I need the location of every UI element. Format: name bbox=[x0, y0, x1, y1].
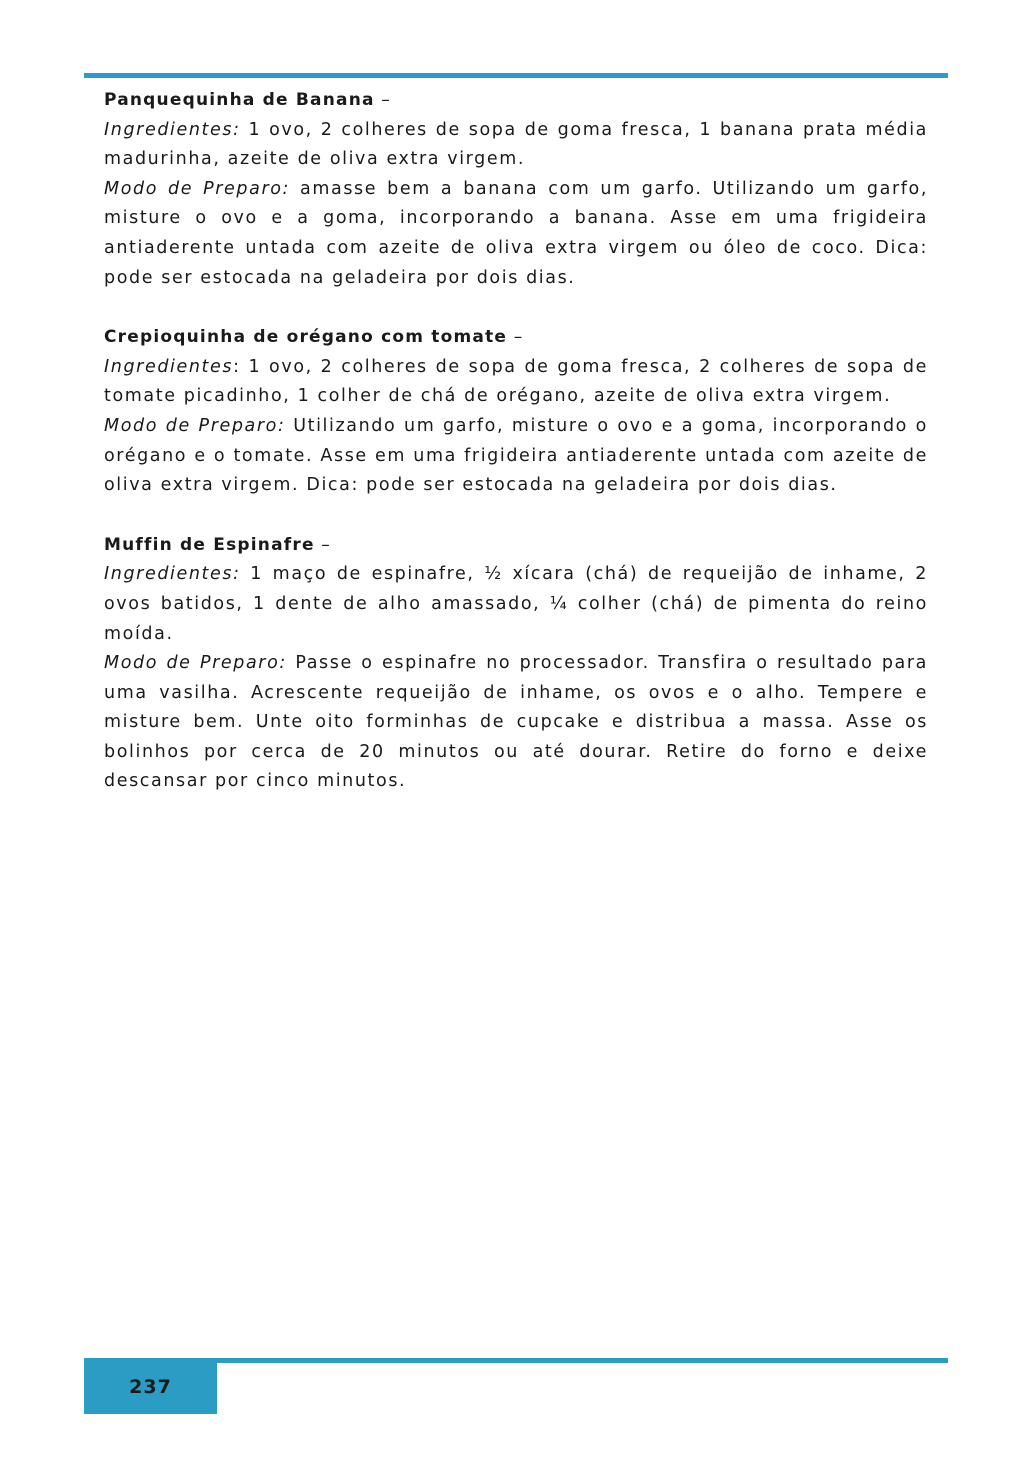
recipe-muffin-de-espinafre bbox=[104, 531, 928, 797]
recipe-preparation bbox=[104, 175, 928, 293]
ingredients-text: : 1 ovo, 2 colheres de sopa de goma fresca, 2 colheres de sopa de tomate picadinho, 1 colher de chá de orégano, azeite de oliva extra virgem. bbox=[104, 356, 928, 407]
recipe-preparation bbox=[104, 412, 928, 501]
ingredients-label: Ingredientes: bbox=[104, 564, 241, 585]
preparation-label: Modo de Preparo: bbox=[104, 653, 287, 674]
recipe-panquequinha-de-banana bbox=[104, 86, 928, 293]
ingredients-label: Ingredientes: bbox=[104, 119, 241, 140]
recipe-title: Muffin de Espinafre bbox=[104, 534, 315, 555]
ingredients-label: Ingredientes bbox=[104, 356, 234, 377]
recipe-ingredients bbox=[104, 560, 928, 649]
recipe-title-line bbox=[104, 531, 928, 561]
top-divider bbox=[84, 73, 948, 78]
recipe-title: Panquequinha de Banana bbox=[104, 90, 375, 110]
preparation-text: Utilizando um garfo, misture o ovo e a goma, incorporando o orégano e o tomate. Asse em uma frigideira antiaderente untada com azeite de oliva extra virgem. Dica: pode ser estocada na geladeira por dois dias. bbox=[104, 415, 928, 496]
recipe-title-line bbox=[104, 86, 928, 116]
preparation-label: Modo de Preparo: bbox=[104, 415, 286, 436]
title-dash: – bbox=[314, 534, 332, 555]
ingredients-text: 1 ovo, 2 colheres de sopa de goma fresca, 1 banana prata média madurinha, azeite de oliva extra virgem. bbox=[104, 119, 928, 170]
preparation-text: amasse bem a banana com um garfo. Utilizando um garfo, misture o ovo e a goma, incorporando a banana. Asse em uma frigideira antiaderente untada com azeite de oliva extra virgem ou óleo de coco. Dica: pode ser estocada na geladeira por dois dias. bbox=[104, 178, 928, 288]
preparation-label: Modo de Preparo: bbox=[104, 178, 291, 199]
recipe-ingredients bbox=[104, 116, 928, 175]
recipe-title: Crepioquinha de orégano com tomate bbox=[104, 327, 508, 348]
recipe-crepioquinha-de-oregano bbox=[104, 323, 928, 501]
recipe-preparation bbox=[104, 649, 928, 797]
title-dash: – bbox=[374, 90, 391, 110]
title-dash: – bbox=[507, 327, 524, 348]
preparation-text: Passe o espinafre no processador. Transfira o resultado para uma vasilha. Acrescente requeijão de inhame, os ovos e o alho. Tempere e misture bem. Unte oito forminhas de cupcake e distribua a massa. Asse os bolinhos por cerca de 20 minutos ou até dourar. Retire do forno e deixe descansar por cinco minutos. bbox=[104, 653, 928, 792]
recipe-title-line bbox=[104, 323, 928, 353]
ingredients-text: 1 maço de espinafre, ½ xícara (chá) de requeijão de inhame, 2 ovos batidos, 1 dente de alho amassado, ¼ colher (chá) de pimenta do reino moída. bbox=[104, 564, 928, 644]
recipe-ingredients bbox=[104, 353, 928, 412]
page-number: 237 bbox=[129, 1376, 172, 1398]
page-number-box bbox=[84, 1358, 217, 1414]
recipe-list bbox=[104, 86, 928, 827]
